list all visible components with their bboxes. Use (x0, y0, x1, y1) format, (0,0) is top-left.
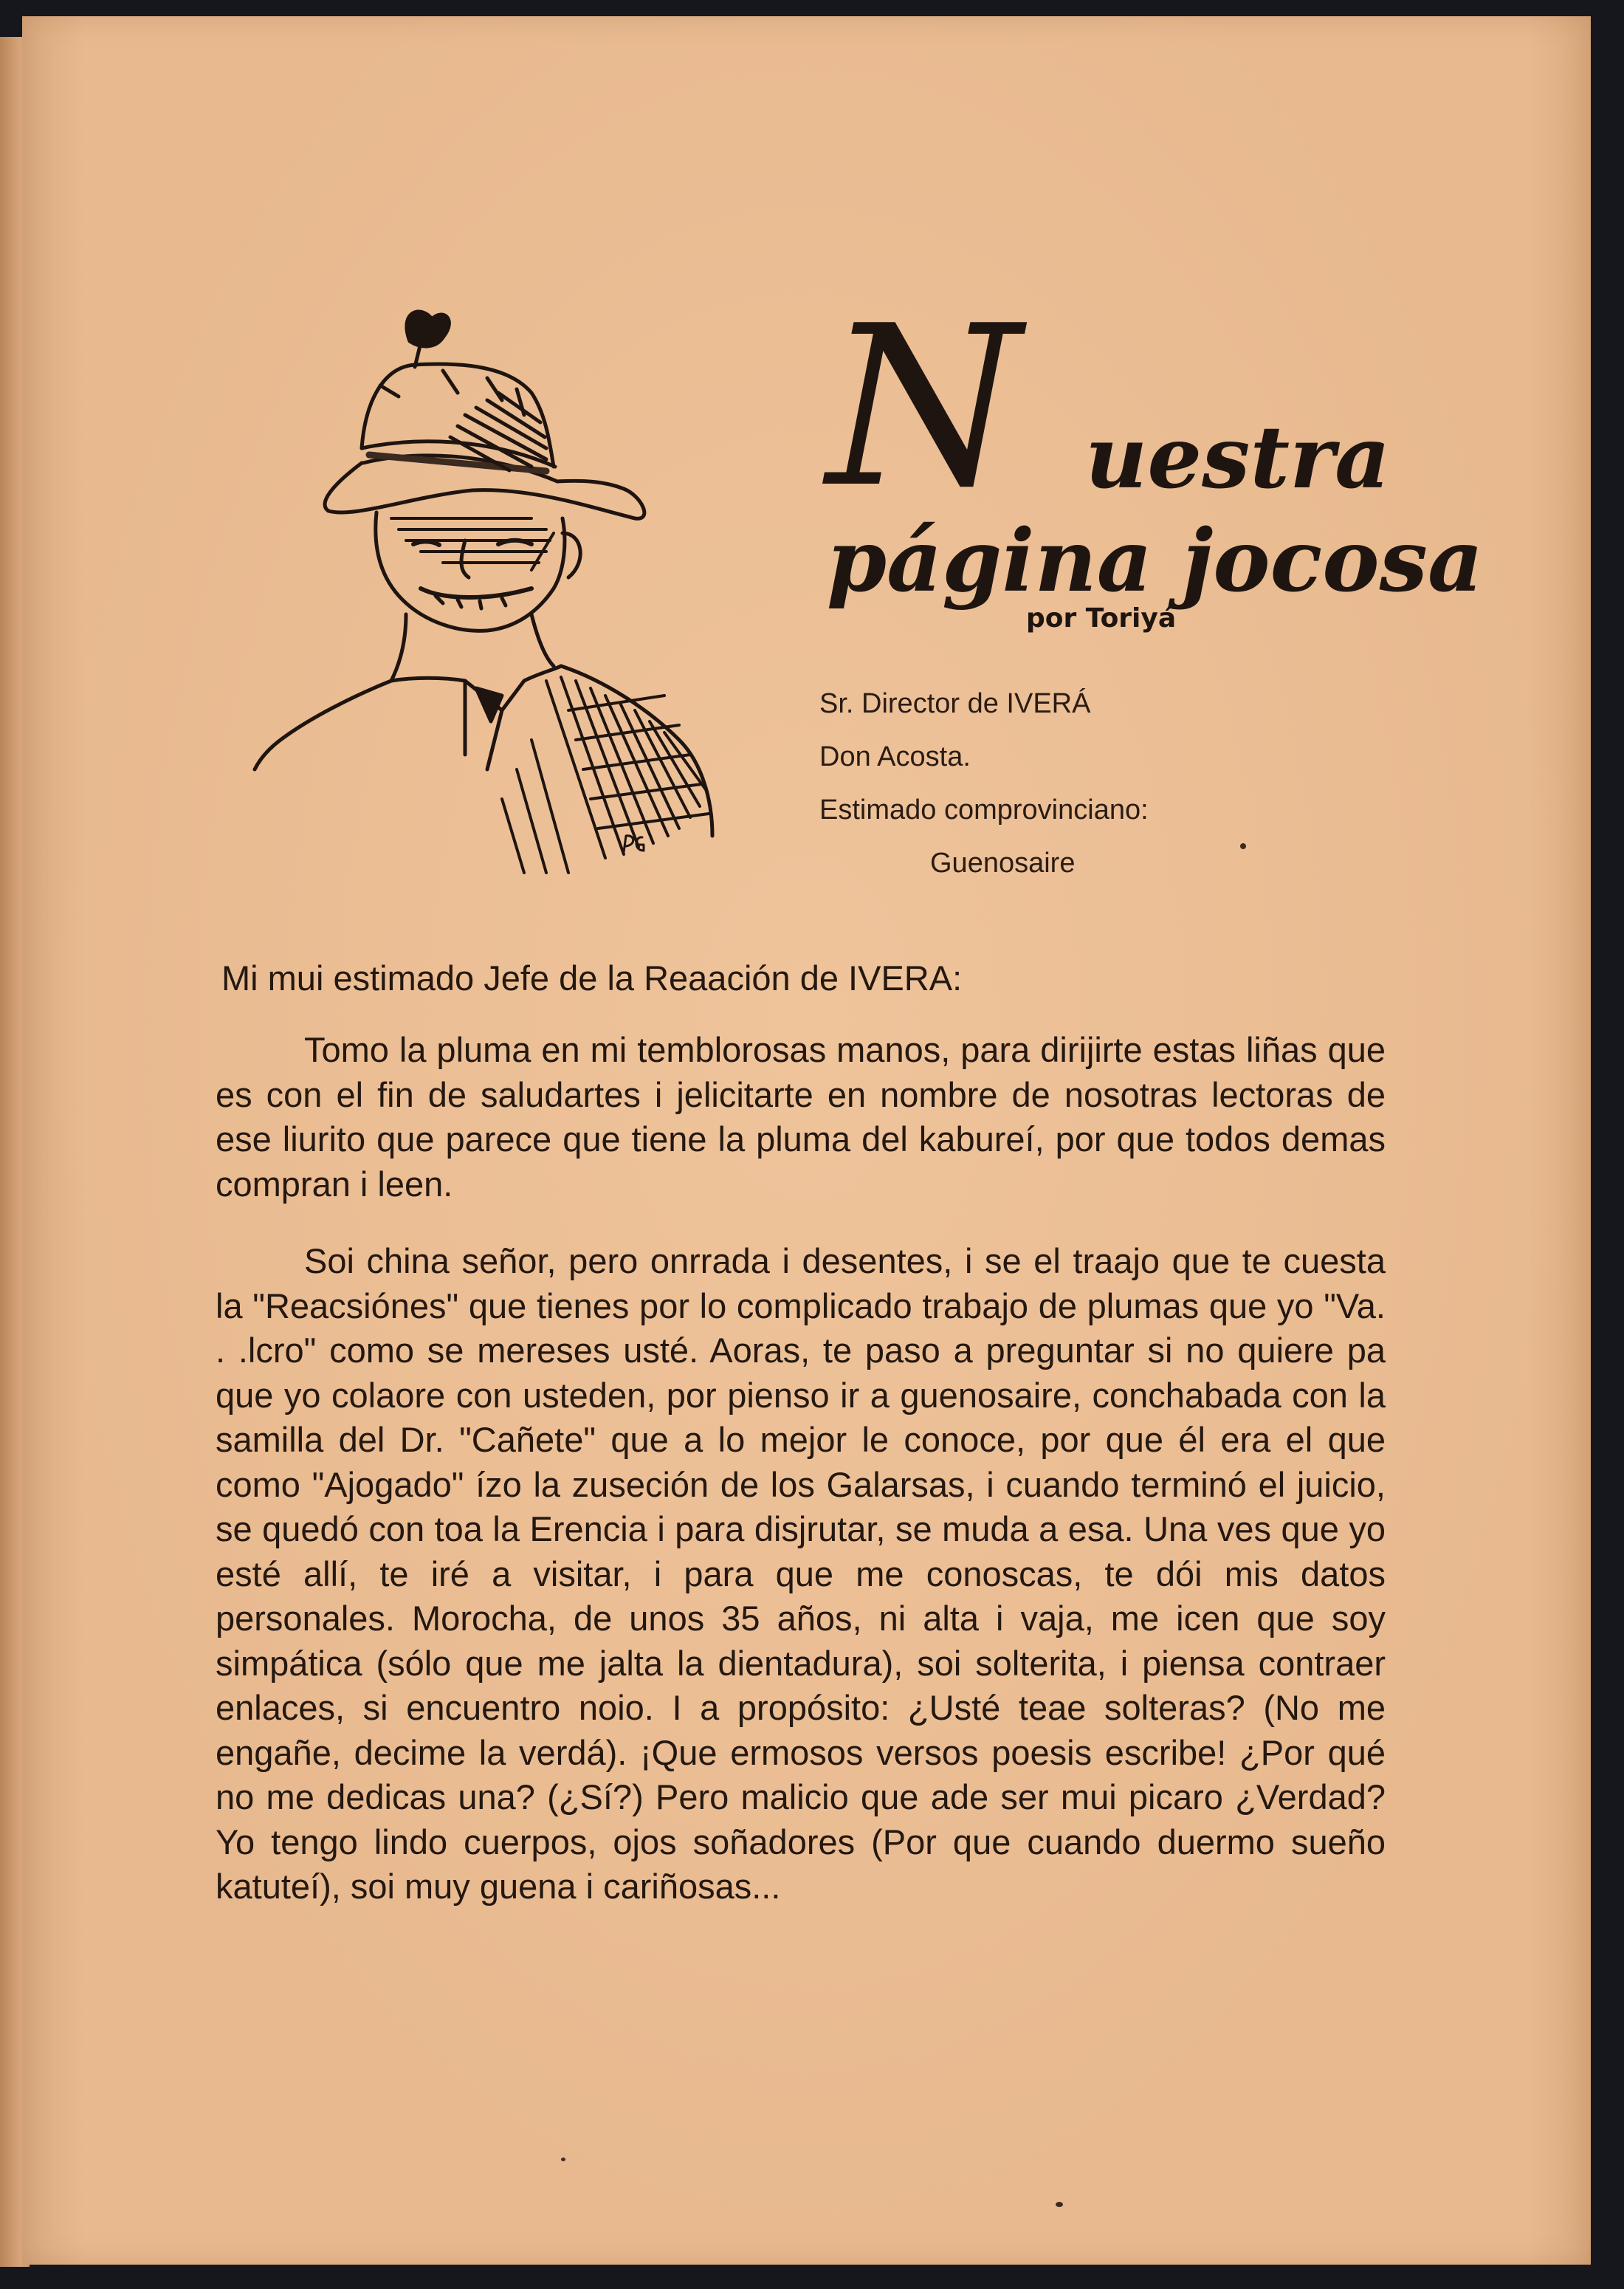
body-paragraph: Tomo la pluma en mi temblorosas manos, para dirijirte estas liñas que es con el fin de saludartes i jelicitarte en nombre de nosotras lectoras de ese liurito que parece que tiene la pluma del kabureí, por que todos demas compran i leen. (216, 1030, 1386, 1204)
letter-body (216, 1028, 1386, 1942)
paper-speck (561, 2158, 565, 2161)
title-second-line: página jocosa (827, 511, 1484, 611)
letter-header (819, 677, 1149, 890)
recipient-line: Sr. Director de IVERÁ (819, 688, 1091, 719)
title-initial-letter: N (827, 278, 1014, 536)
paper-speck (1056, 2202, 1063, 2207)
author-byline: por Toriyá (1026, 603, 1177, 634)
title-word-rest: uestra (1085, 408, 1391, 508)
location-line: Guenosaire (930, 848, 1076, 879)
paper-speck (1240, 843, 1246, 849)
letter-salutation: Mi mui estimado Jefe de la Reaación de IVERA: (221, 958, 963, 998)
body-paragraph: Soi china señor, pero onrrada i desentes, i se el traajo que te cuesta la "Reacsiónes" que tienes por lo complicado trabajo de plumas que yo "Va. . .lcro" como se mereses usté. Aoras, te paso a preguntar si no quiere pa que yo colaore con usteden, por pienso ir a guenosaire, conchabada con la samilla del Dr. "Cañete" que a lo mejor le conoce, por que él era el que como "Ajogado" ízo la zuseción de los Galarsas, i cuando terminó el juicio, se quedó con toa la Erencia i para disjrutar, se muda a esa. Una ves que yo esté allí, te iré a visitar, i para que me conoscas, te dói mis datos personales. Morocha, de unos 35 años, ni alta i vaja, me icen que soy simpática (sólo que me jalta la dientadura), soi solterita, i piensa contraer enlaces, si encuentro noio. I a propósito: ¿Usté teae solteras? (No me engañe, decime la verdá). ¡Que ermosos versos poesis escribe! ¿Por qué no me dedicas una? (¿Sí?) Pero malicio que ade ser mui picaro ¿Verdad? Yo tengo lindo cuerpos, ojos soñadores (Por que cuando duermo sueño katuteí), soi muy guena i cariñosas... (216, 1241, 1386, 1906)
recipient-name-line: Don Acosta. (819, 741, 971, 772)
man-with-hat-illustration (221, 297, 768, 880)
greeting-line: Estimado comprovinciano: (819, 795, 1149, 826)
magazine-page (22, 16, 1591, 2265)
